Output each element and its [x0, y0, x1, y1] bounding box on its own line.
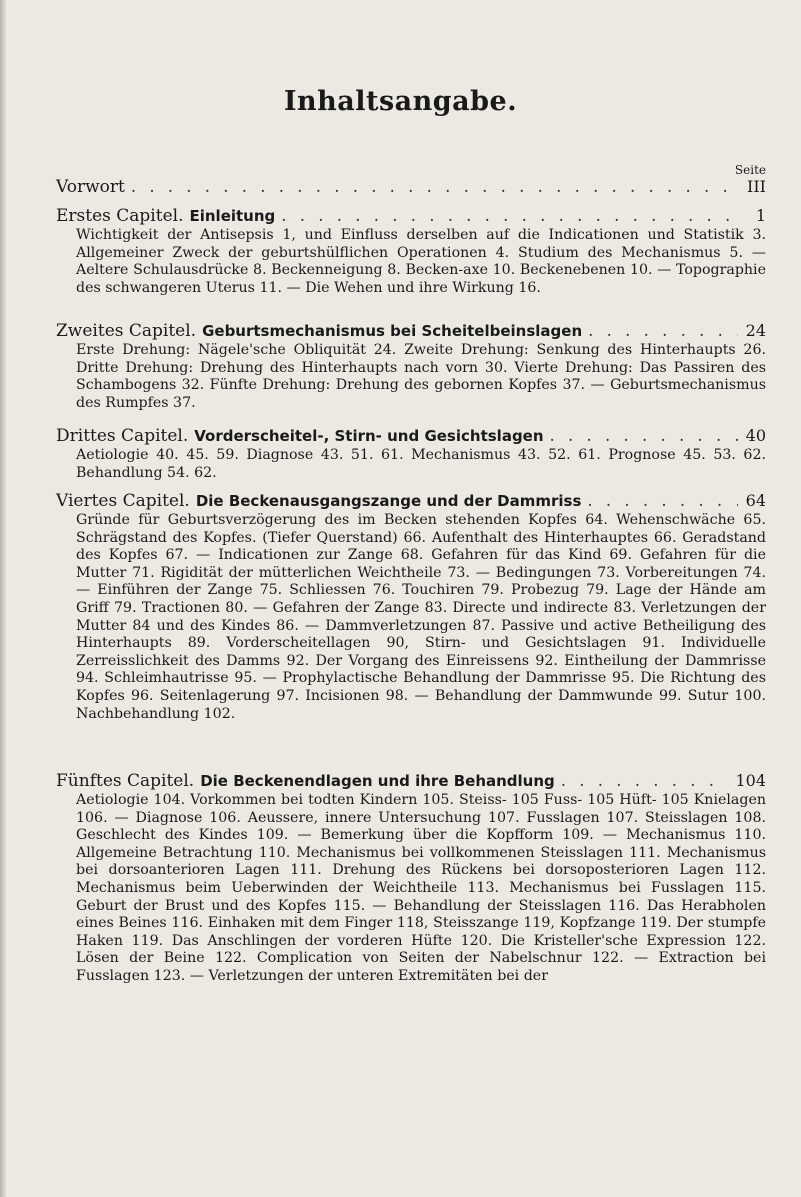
dot-leader	[281, 205, 738, 227]
chapter-ordinal: Viertes Capitel.	[56, 491, 190, 511]
chapter-page: 40	[745, 426, 766, 445]
toc-entry-chapter-2[interactable]	[56, 320, 766, 412]
toc-entry-chapter-4[interactable]	[56, 490, 766, 723]
chapter-description: Erste Drehung: Nägele'sche Obliquität 24. Zweite Drehung: Senkung des Hinterhaupts 26. Dritte Drehung: Drehung des Hinterhaupts nach vorn 30. Vierte Drehung: Das Passiren des Schambogens 32. Fünfte Drehung: Drehung des gebornen Kopfes 37. — Geburtsmechanismus des Rumpfes 37.	[76, 342, 766, 411]
chapter-heading: Die Beckenausgangszange und der Dammriss	[195, 492, 582, 510]
chapter-ordinal: Drittes Capitel.	[56, 426, 189, 446]
chapter-heading: Vorderscheitel-, Stirn- und Gesichtslagen	[194, 427, 544, 445]
chapter-page: 1	[755, 206, 766, 225]
chapter-description: Gründe für Geburtsverzögerung des im Becken stehenden Kopfes 64. Wehenschwäche 65. Schrägstand des Kopfes. (Tiefer Querstand) 66. Aufenthalt des Hinterhauptes 66. Geradstand des Kopfes 67. — Indicationen zur Zange 68. Gefahren für das Kind 69. Gefahren für die Mutter 71. Rigidität der mütterlichen Weichtheile 73. — Bedingungen 73. Vorbereitungen 74. — Einführen der Zange 75. Schliessen 76. Touchiren 79. Probezug 79. Lage der Hände am Griff 79. Tractionen 80. — Gefahren der Zange 83. Directe und indirecte 83. Verletzungen der Mutter 84 und des Kindes 86. — Dammverletzungen 87. Passive und active Betheiligung des Hinterhaupts 89. Vorderscheitellagen 90, Stirn- und Gesichtslagen 91. Individuelle Zerreisslichkeit des Damms 92. Der Vorgang des Einreissens 92. Eintheilung der Dammrisse 94. Schleimhautrisse 95. — Prophylactische Behandlung der Dammrisse 95. Die Richtung des Kopfes 96. Seitenlagerung 97. Incisionen 98. — Behandlung der Dammwunde 99. Sutur 100. Nachbehandlung 102.	[76, 512, 766, 722]
chapter-heading: Die Beckenendlagen und ihre Behandlung	[200, 772, 555, 790]
toc-entry-chapter-1[interactable]	[56, 205, 766, 297]
chapter-heading: Einleitung	[189, 207, 276, 225]
chapter-ordinal: Fünftes Capitel.	[56, 771, 195, 791]
dot-leader	[588, 320, 738, 342]
dot-leader	[550, 425, 738, 447]
chapter-page: 24	[745, 321, 766, 340]
dot-leader	[561, 770, 730, 792]
chapter-heading: Geburtsmechanismus bei Scheitelbeinslagen	[202, 322, 583, 340]
chapter-ordinal: Zweites Capitel.	[56, 321, 197, 341]
chapter-description: Aetiologie 40. 45. 59. Diagnose 43. 51. 61. Mechanismus 43. 52. 61. Prognose 45. 53. 62. Behandlung 54. 62.	[76, 447, 766, 481]
page-column-label: Seite	[734, 163, 766, 177]
chapter-ordinal: Erstes Capitel.	[56, 206, 184, 226]
chapter-description: Aetiologie 104. Vorkommen bei todten Kindern 105. Steiss- 105 Fuss- 105 Hüft- 105 Knielagen 106. — Diagnose 106. Aeussere, innere Untersuchung 107. Fusslagen 107. Steisslagen 108. Geschlecht des Kindes 109. — Bemerkung über die Kopfform 109. — Mechanismus 110. Allgemeine Betrachtung 110. Mechanismus bei vollkommenen Steisslagen 111. Mechanismus bei dorsoanterioren Lagen 111. Drehung des Rückens bei dorsoposterioren Lagen 112. Mechanismus beim Ueberwinden der Weichtheile 113. Mechanismus bei Fusslagen 115. Geburt der Brust und des Kopfes 115. — Behandlung der Steisslagen 116. Das Herabholen eines Beines 116. Einhaken mit dem Finger 118, Steisszange 119, Kopfzange 119. Der stumpfe Haken 119. Das Anschlingen der vorderen Hüfte 120. Die Kristeller'sche Expression 122. Lösen der Beine 122. Complication von Seiten der Nabelschnur 122. — Extraction bei Fusslagen 123. — Verletzungen der unteren Extremitäten bei der	[76, 792, 766, 984]
dot-leader	[131, 176, 738, 198]
page-edge	[0, 0, 6, 1197]
dot-leader	[587, 490, 738, 512]
toc-entry-chapter-3[interactable]	[56, 425, 766, 482]
toc-entry-vorwort[interactable]	[56, 176, 766, 198]
chapter-page: 104	[735, 771, 766, 790]
vorwort-page: III	[747, 177, 766, 196]
vorwort-label: Vorwort	[56, 177, 125, 197]
chapter-page: 64	[745, 491, 766, 510]
chapter-description: Wichtigkeit der Antisepsis 1, und Einfluss derselben auf die Indicationen und Statistik 3. Allgemeiner Zweck der geburtshülflichen Operationen 4. Studium des Mechanismus 5. — Aeltere Schulausdrücke 8. Beckenneigung 8. Becken-axe 10. Beckenebenen 10. — Topographie des schwangeren Uterus 11. — Die Wehen und ihre Wirkung 16.	[76, 227, 766, 296]
page-title: Inhaltsangabe.	[283, 86, 518, 117]
toc-entry-chapter-5[interactable]	[56, 770, 766, 986]
